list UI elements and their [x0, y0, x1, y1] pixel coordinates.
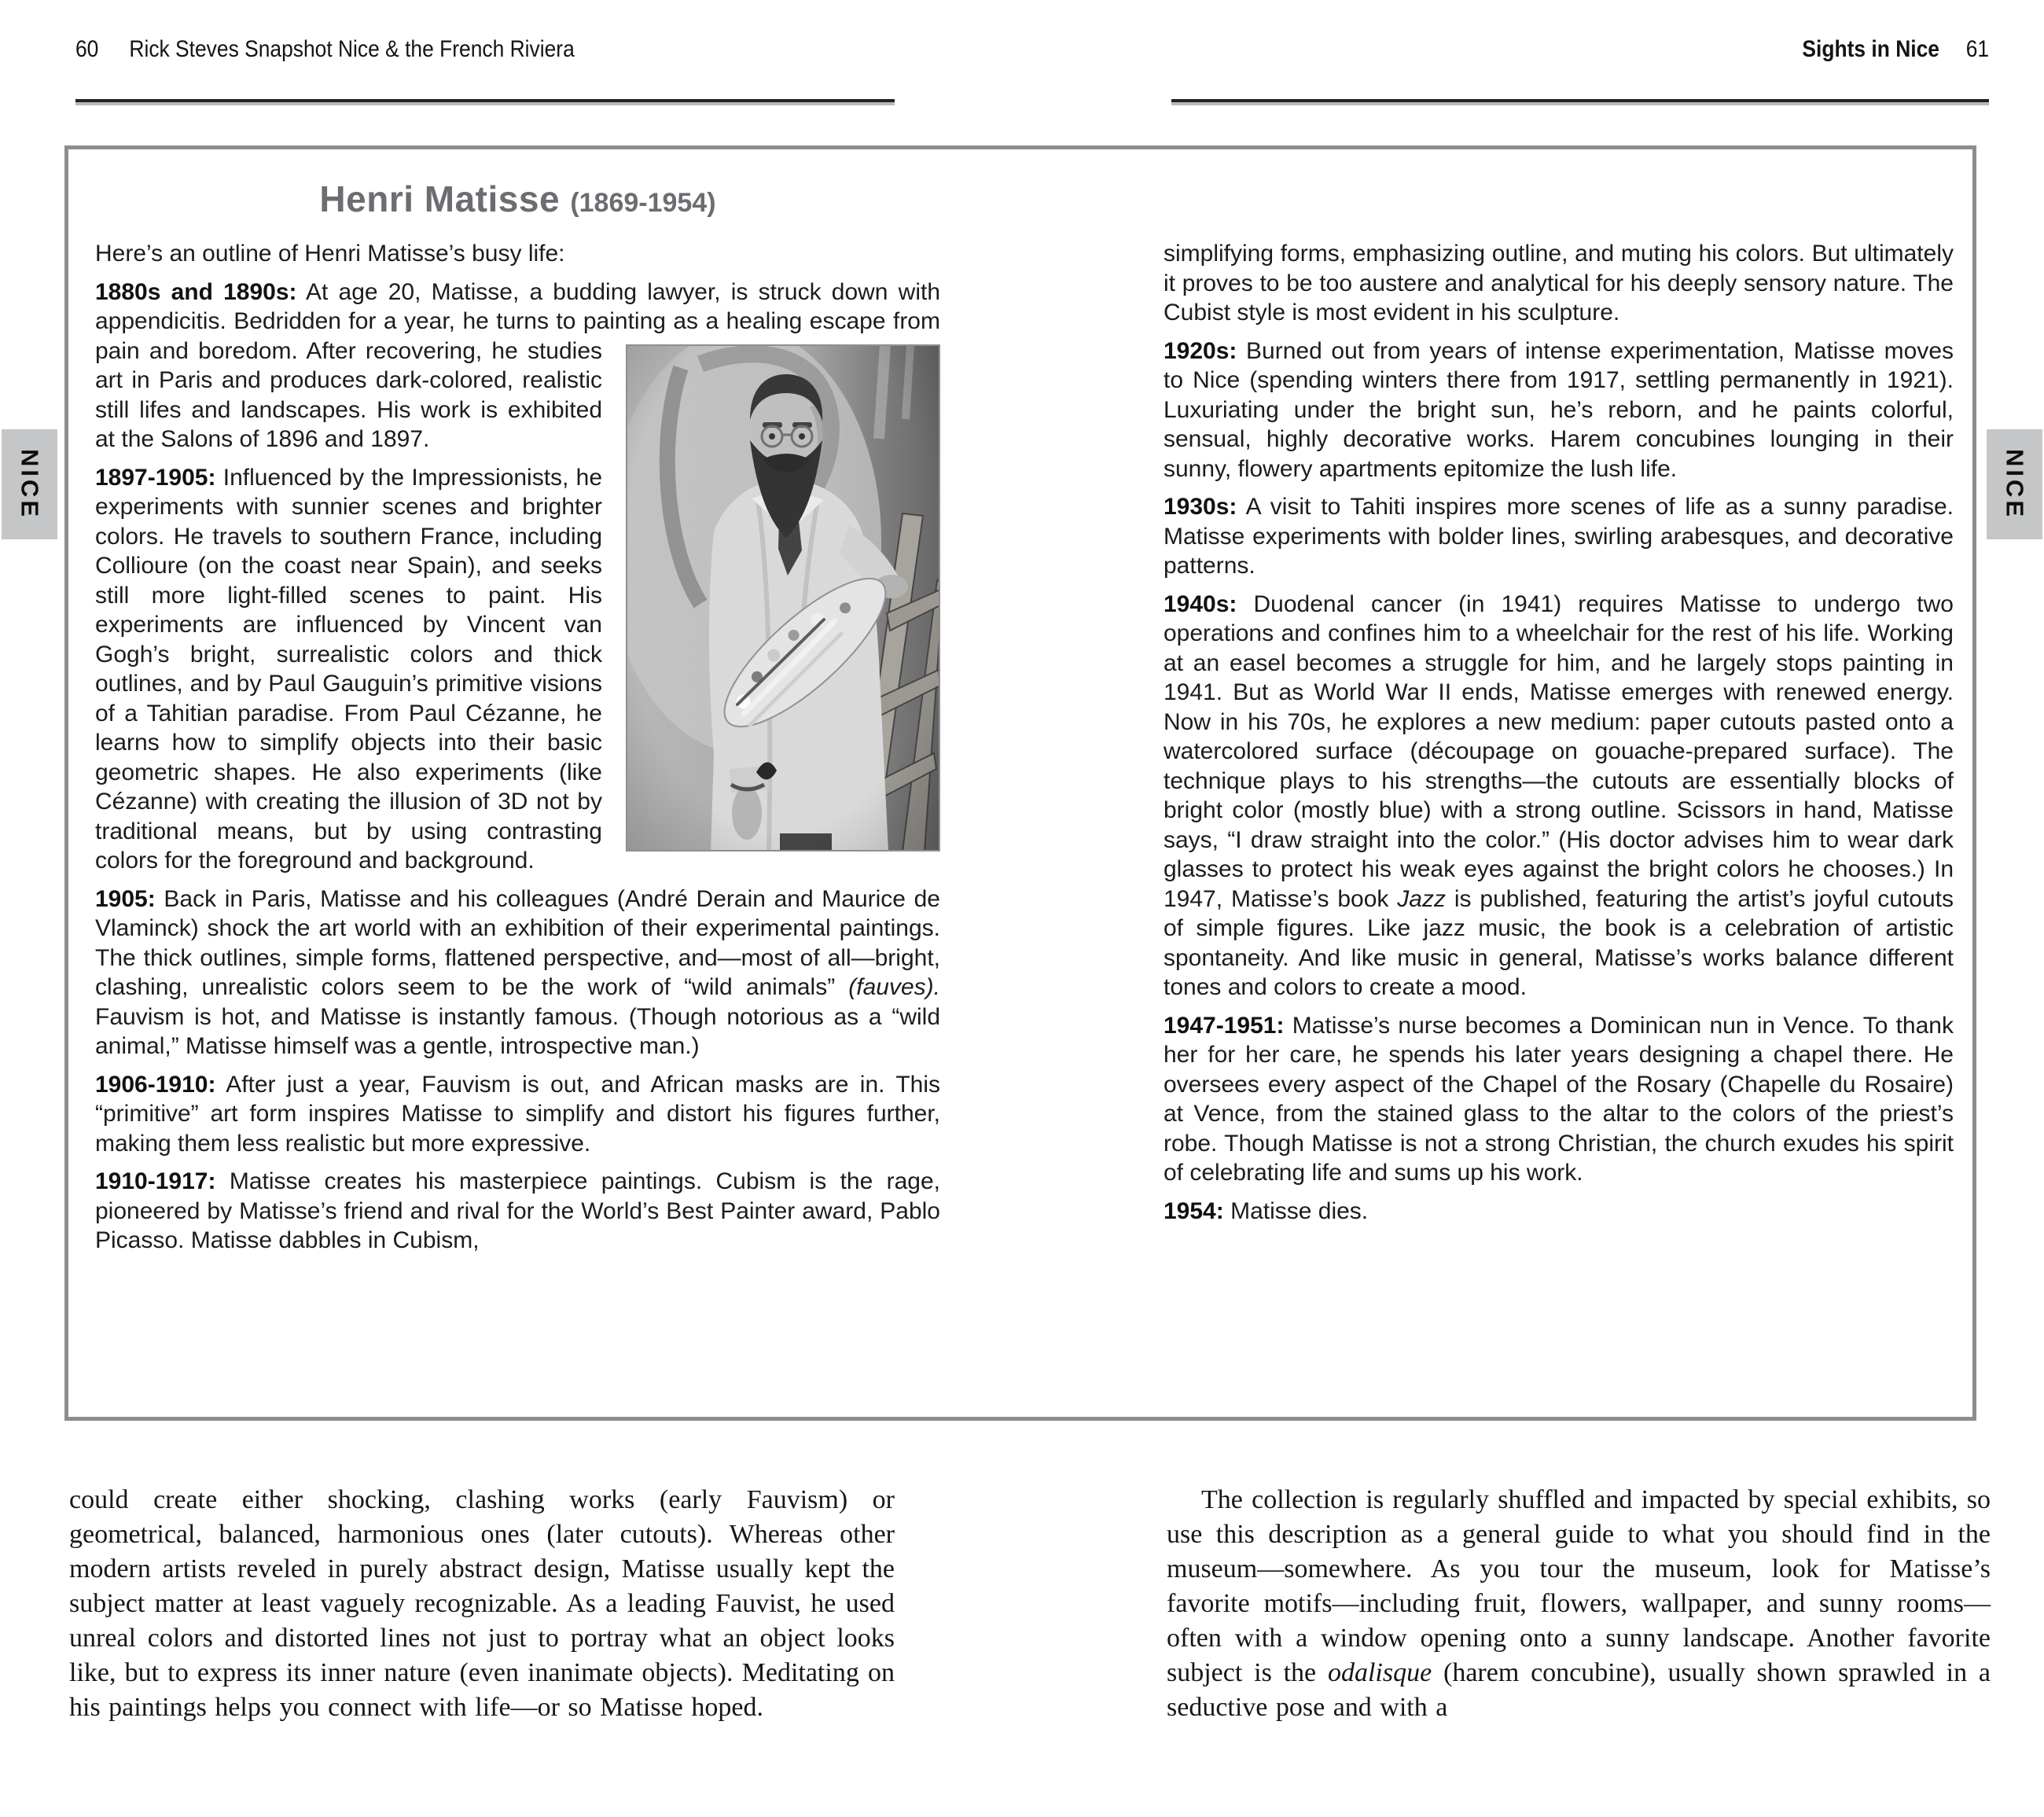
- box-title-name: Henri Matisse: [319, 178, 561, 219]
- box-title-years: (1869-1954): [570, 188, 716, 218]
- year-label-1940s: 1940s:: [1164, 590, 1237, 617]
- page-number-right: 61: [1965, 36, 1989, 62]
- matisse-sidebar-box: [64, 145, 1976, 1421]
- section-tab-label: NICE: [16, 448, 44, 520]
- paragraph-1905: [95, 885, 940, 1061]
- paragraph-text: After just a year, Fauvism is out, and African masks are in. This “primitive” art form inspires Matisse to simplify and distort his figures further, making them less realistic but more expressive.: [95, 1071, 940, 1157]
- paragraph-1954: [1164, 1197, 1954, 1227]
- year-label-1954: 1954:: [1164, 1197, 1224, 1224]
- box-title: [95, 178, 940, 220]
- year-label-1880s: 1880s and 1890s:: [95, 278, 297, 305]
- year-label-1920s: 1920s:: [1164, 337, 1237, 364]
- paragraph-text: is published, featuring the artist’s joyful cutouts of simple figures. Like jazz music, the book is a celebration of artistic spontaneity. And like music in general, Matisse’s works balance different tones and colors to create a mood.: [1164, 885, 1954, 1000]
- paragraph-text: Back in Paris, Matisse and his colleagues (André Derain and Maurice de Vlaminck) shock the art world with an exhibition of their experimental paintings. The thick outlines, simple forms, flattened perspective, and—most of all—bright, clashing, unrealistic colors seem to be the work of “wild animals”: [95, 885, 940, 1000]
- paragraph-text: (harem concubine), usually shown sprawled in a seductive pose and with a: [1167, 1658, 1991, 1722]
- paragraph-1920s: [1164, 337, 1954, 484]
- running-title-left: Rick Steves Snapshot Nice & the French Riviera: [129, 36, 575, 62]
- year-label-1897-1905: 1897-1905:: [95, 464, 216, 491]
- italic-jazz: Jazz: [1397, 885, 1446, 912]
- box-intro: Here’s an outline of Henri Matisse’s busy life:: [95, 241, 565, 267]
- body-text-right: [1167, 1483, 1991, 1725]
- paragraph-text: Burned out from years of intense experimentation, Matisse moves to Nice (spending winters there from 1917, settling permanently in 1921). Luxuriating under the bright sun, he’s reborn, and he paints colorful, sensual, highly decorative works. Harem concubines lounging in their sunny, flowery apartments epitomize the lush life.: [1164, 337, 1954, 482]
- running-title-right: Sights in Nice: [1802, 36, 1939, 62]
- page-number-left: 60: [75, 36, 99, 62]
- paragraph-text: The collection is regularly shuffled and impacted by special exhibits, so use this description as a general guide to what you should find in the museum—somewhere. As you tour the museum, look for Matisse’s favorite motifs—including fruit, flowers, wallpaper, and sunny rooms—often with a window opening onto a sunny landscape. Another favorite subject is the: [1167, 1485, 1991, 1687]
- body-paragraph-right: [1167, 1483, 1991, 1725]
- box-right-column: [1164, 239, 1954, 1264]
- italic-fauves: (fauves).: [848, 974, 940, 1000]
- paragraph-text: Matisse creates his masterpiece paintings. Cubism is the rage, pioneered by Matisse’s friend and rival for the World’s Best Painter award, Pablo Picasso. Matisse dabbles in Cubism,: [95, 1168, 940, 1253]
- paragraph-text: At age 20, Matisse, a budding lawyer, is struck down with appendicitis. Bedridden for a year, he turns to painting: [95, 278, 941, 334]
- paragraph-continuation: simplifying forms, emphasizing outline, and muting his colors. But ultimately it proves to be too austere and analytical for his deeply sensory nature. The Cubist style is most evident in his sculpture.: [1164, 241, 1954, 326]
- box-left-column: [95, 239, 940, 1264]
- paragraph-text: A visit to Tahiti inspires more scenes of life as a sunny paradise. Matisse experiments with bolder lines, swirling arabesques, and decorative patterns.: [1164, 494, 1954, 579]
- paragraph-1940s: [1164, 590, 1954, 1002]
- year-label-1947-1951: 1947-1951:: [1164, 1012, 1285, 1039]
- paragraph-text: Influenced by the Impressionists, he experiments with sunnier scenes and brighter colors. He travels to southern France, including Collioure (on the coast near Spain), and seeks still more light-filled scenes to paint. His experiments are influenced by Vincent van Gogh’s bright, surrealistic colors and thick outlines, and by Paul Gauguin’s primitive visions of a Tahitian paradise. From Paul Cézanne, he learns how to simplify objects into their basic geometric shapes. He also experiments (like Cézanne) with creating the illusion of 3D not by traditional means, but by using contrasting colors for the foreground and background.: [95, 464, 603, 874]
- italic-odalisque: odalisque: [1327, 1658, 1432, 1687]
- paragraph-text: Matisse dies.: [1230, 1197, 1369, 1224]
- running-head-left: [75, 36, 575, 63]
- running-head-right: [1802, 36, 1989, 63]
- year-label-1906-1910: 1906-1910:: [95, 1071, 216, 1098]
- box-columns: [95, 239, 1954, 1264]
- body-text-left: [69, 1483, 895, 1725]
- paragraph-1880s-1890s: [95, 278, 940, 454]
- year-label-1930s: 1930s:: [1164, 494, 1237, 520]
- paragraph-text: Matisse’s nurse becomes a Dominican nun in Vence. To thank her for her care, he spends his later years designing a chapel there. He oversees every aspect of the Chapel of the Rosary (Chapelle du Rosaire) at Vence, from the stained glass to the altar to the colors of the priest’s robe. Though Matisse is not a strong Christian, the church exudes his spirit of celebrating life and sums up his work.: [1164, 1012, 1954, 1186]
- paragraph-1910-1917: [95, 1167, 940, 1256]
- body-paragraph-left: could create either shocking, clashing works (early Fauvism) or geometrical, balanced, harmonious ones (later cutouts). Whereas other modern artists reveled in purely abstract design, Matisse usually kept the subject matter at least vaguely recognizable. As a leading Fauvist, he used unreal colors and distorted lines not just to portray what an object looks like, but to express its inner nature (even inanimate objects). Meditating on his paintings helps you connect with life—or so Matisse hoped.: [69, 1485, 895, 1722]
- matisse-photo-graphic: [626, 344, 940, 851]
- paragraph-text: Duodenal cancer (in 1941) requires Matisse to undergo two operations and confines him to a wheelchair for the rest of his life. Working at an easel becomes a struggle for him, and he largely stops painting in 1941. But as World War II ends, Matisse emerges with renewed energy. Now in his 70s, he explores a new medium: paper cutouts pasted onto a watercolored surface (découpage on gouache-prepared surface). The technique plays to his strengths—the cutouts are essentially blocks of bright color (mostly blue) with a strong outline. Scissors in hand, Matisse says, “I draw straight into the color.” (His doctor advises him to wear dark glasses to protect his weak eyes against the bright colors he chooses.) In 1947, Matisse’s book: [1164, 590, 1954, 912]
- year-label-1905: 1905:: [95, 885, 156, 912]
- matisse-photo: [626, 344, 940, 851]
- header-rule-right: [1171, 99, 1989, 102]
- section-tab-label: NICE: [2001, 448, 2029, 520]
- paragraph-1930s: [1164, 492, 1954, 581]
- paragraph-1906-1910: [95, 1070, 940, 1159]
- header-rule-left: [75, 99, 895, 102]
- section-tab-nice-right: [1987, 429, 2042, 539]
- paragraph-text: Fauvism is hot, and Matisse is instantly famous. (Though notorious as a “wild animal,” Matisse himself was a gentle, introspective man.): [95, 1003, 940, 1059]
- section-tab-nice-left: [2, 429, 57, 539]
- year-label-1910-1917: 1910-1917:: [95, 1168, 216, 1194]
- paragraph-text: as a healing escape from pain and boredom. After recovering, he studies art in Paris and produces dark-colored, realistic still lifes and landscapes. His work is exhibited at the Salons of 1896 and 1897.: [95, 308, 940, 452]
- paragraph-1947-1951: [1164, 1011, 1954, 1188]
